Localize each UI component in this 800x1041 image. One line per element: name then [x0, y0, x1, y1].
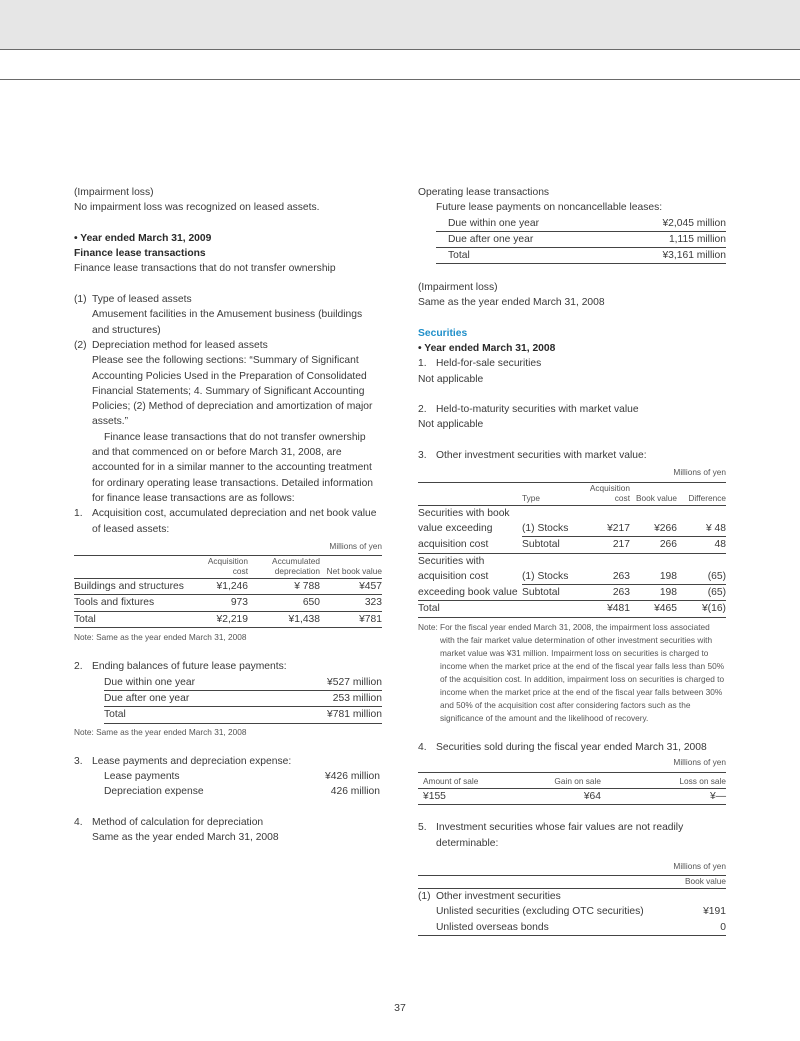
section-title: Held-for-sale securities: [436, 358, 542, 370]
cell: ¥—: [709, 790, 726, 802]
table-row: [418, 569, 726, 585]
section-text: Not applicable: [418, 373, 484, 385]
cell: (1) Stocks: [522, 569, 578, 585]
col-header: Loss on sale: [679, 775, 726, 786]
cell: 263: [578, 569, 630, 585]
col-header: Acquisition cost: [589, 482, 630, 503]
group-label: Other investment securities: [436, 891, 561, 903]
page-number: 37: [394, 1002, 406, 1014]
group-label: Securities with book: [418, 507, 510, 519]
operating-lease-table: [436, 216, 726, 265]
group-label: acquisition cost: [418, 538, 489, 550]
section-2: [74, 659, 382, 674]
section-title: Lease payments and depreciation expense:: [92, 755, 292, 767]
table-row: [436, 216, 726, 232]
row-label: Tools and fixtures: [74, 597, 155, 609]
row-label: Total: [448, 250, 470, 262]
securities-item-5: [418, 820, 726, 851]
impairment-text: No impairment loss was recognized on leased assets.: [74, 202, 320, 214]
cell: Subtotal: [522, 539, 560, 551]
row-label: Total: [418, 603, 440, 615]
col-header: Book value: [684, 876, 726, 887]
table-total-row: [74, 611, 382, 627]
cell: ¥266: [630, 521, 677, 537]
table-row: [418, 904, 726, 919]
group-number: (1): [418, 891, 431, 903]
row-label: Total: [104, 709, 126, 721]
section-title: Method of calculation for depreciation: [92, 816, 264, 828]
col-header: Gain on sale: [554, 775, 601, 786]
table-row: [418, 505, 726, 521]
item-number: (1): [74, 294, 87, 306]
section-4: [74, 815, 382, 846]
impairment-heading: (Impairment loss): [418, 281, 498, 293]
table-row: [418, 537, 726, 553]
securities-item-4: [418, 740, 726, 755]
table-total-row: [104, 707, 382, 723]
cell: 48: [714, 539, 726, 551]
col-header: Accumulated depreciation: [272, 556, 320, 577]
cell: ¥481: [607, 603, 630, 615]
right-column: [418, 185, 726, 936]
table-note: Note: Same as the year ended March 31, 2008: [74, 726, 247, 737]
item-number: (2): [74, 339, 87, 351]
cell: ¥3,161 million: [662, 250, 726, 262]
cell: ¥ 48: [677, 521, 726, 537]
group-label: exceeding book value: [418, 586, 518, 598]
fair-value-table: [418, 875, 726, 936]
year-heading: • Year ended March 31, 2008: [418, 342, 556, 354]
operating-heading: Operating lease transactions: [418, 187, 550, 198]
table-note: [418, 621, 726, 725]
section-number: 1.: [418, 358, 427, 370]
row-label: Due within one year: [104, 676, 196, 688]
row-label: Depreciation expense: [104, 786, 204, 798]
cell: ¥465: [654, 603, 677, 615]
securities-item-2: [418, 402, 726, 417]
header-band: [0, 0, 800, 50]
col-header: Acquisition cost: [207, 556, 248, 577]
table-note: Note: Same as the year ended March 31, 2008: [74, 632, 247, 643]
table-row: [74, 595, 382, 611]
col-header: [74, 556, 192, 579]
group-label: value exceeding: [418, 523, 493, 535]
cell: Subtotal: [522, 587, 560, 599]
table-row: [418, 889, 726, 905]
row-label: Unlisted overseas bonds: [436, 921, 549, 933]
section-title: Securities sold during the fiscal year ended March 31, 2008: [436, 742, 707, 754]
group-label: acquisition cost: [418, 571, 489, 583]
row-label: Unlisted securities (excluding OTC securities): [436, 906, 644, 918]
col-header: Net book value: [326, 566, 382, 577]
cell: ¥1,438: [288, 613, 320, 625]
cell: 217: [612, 539, 630, 551]
col-header: Type: [522, 492, 540, 503]
cell: 253 million: [332, 692, 382, 704]
lease-balances-table: [104, 675, 382, 724]
table-row: [418, 521, 726, 537]
section-title: Ending balances of future lease payments:: [92, 661, 287, 673]
section-number: 5.: [418, 822, 427, 834]
section-title: Acquisition cost, accumulated depreciation and net book value of leased assets:: [92, 508, 377, 535]
section-number: 3.: [418, 450, 427, 462]
cell: ¥191: [703, 906, 726, 918]
note-text: For the fiscal year ended March 31, 2008, the impairment loss associated with the fair market value determination of other investment securities with market value was ¥31 million. Impairment loss on securities is charged to income when the market price at the end of the fiscal year falls less than 50% of the acquisition cost. In addition, impairment loss on securities is charged to income when the market price at the end of the fiscal year falls between 30% and 50% of the acquisition cost after considering factors such as the significance of the amount and the likelihood of recovery.: [440, 621, 725, 723]
section-1: [74, 506, 382, 537]
table-row: [418, 788, 726, 804]
cell: ¥781 million: [327, 709, 382, 721]
cell: 1,115 million: [668, 233, 726, 245]
note-label: Note:: [418, 621, 438, 632]
cell: (1) Stocks: [522, 521, 578, 537]
cell: 973: [230, 597, 248, 609]
cell: ¥2,045 million: [662, 217, 726, 229]
section-number: 3.: [74, 755, 83, 767]
cell: ¥64: [583, 790, 601, 802]
operating-subheading: Future lease payments on noncancellable leases:: [436, 202, 663, 214]
section-number: 1.: [74, 508, 83, 520]
cell: ¥ 788: [294, 581, 320, 593]
cell: (65): [707, 587, 726, 599]
cell: 426 million: [330, 786, 380, 798]
year-heading: • Year ended March 31, 2009: [74, 232, 212, 244]
cell: ¥457: [359, 581, 382, 593]
item-1: [74, 292, 382, 338]
impairment-text: Same as the year ended March 31, 2008: [418, 297, 605, 309]
securities-item-1: [418, 356, 726, 371]
table-row: [104, 784, 380, 799]
cell: 266: [659, 539, 677, 551]
section-text: Not applicable: [418, 419, 484, 431]
cell: ¥155: [423, 790, 446, 802]
finance-subheading: Finance lease transactions that do not transfer ownership: [74, 263, 336, 275]
row-label: Due within one year: [448, 217, 540, 229]
item-text: Amusement facilities in the Amusement business (buildings and structures): [92, 309, 363, 336]
cell: ¥426 million: [325, 771, 380, 783]
cell: 323: [364, 597, 382, 609]
table-unit: Millions of yen: [673, 757, 726, 768]
section-3: [74, 754, 382, 769]
table-unit: Millions of yen: [673, 467, 726, 478]
col-header: Amount of sale: [423, 775, 479, 786]
securities-heading: Securities: [418, 327, 468, 339]
row-label: Lease payments: [104, 771, 180, 783]
securities-sold-table: [418, 772, 726, 805]
cell: 263: [612, 587, 630, 599]
section-title: Investment securities whose fair values are not readily determinable:: [436, 822, 684, 849]
col-header: [436, 876, 678, 889]
table-row: [418, 553, 726, 569]
table-row: [74, 579, 382, 595]
cell: [522, 601, 578, 617]
item-text: Please see the following sections: “Summary of Significant Accounting Policies Used in the Preparation of Consolidated Financial Statements; 4. Summary of Significant Accounting Policies; (2) Method of depreciation and amortization of major assets.”: [92, 355, 373, 428]
col-header: [418, 482, 522, 505]
col-header: [418, 876, 436, 889]
cell: ¥(16): [701, 603, 726, 615]
left-column: [74, 185, 382, 846]
header-rule: [0, 79, 800, 80]
table-row: [104, 690, 382, 706]
investment-securities-table: [418, 482, 726, 618]
item-text-2: Finance lease transactions that do not transfer ownership and that commenced on or before March 31, 2008, are accounted for in a similar manner to the accounting treatment for ordinary operating lease transactions. Detailed information for finance lease transactions are as follows:: [92, 431, 374, 504]
finance-heading: Finance lease transactions: [74, 248, 206, 260]
item-title: Depreciation method for leased assets: [92, 339, 268, 351]
section-number: 4.: [418, 742, 427, 754]
cell: ¥527 million: [327, 676, 382, 688]
item-title: Type of leased assets: [92, 294, 192, 306]
table-row: [418, 585, 726, 601]
section-title: Held-to-maturity securities with market value: [436, 404, 639, 416]
cell: ¥781: [359, 613, 382, 625]
row-label: Due after one year: [448, 233, 534, 245]
table-row: [418, 920, 726, 936]
section-number: 4.: [74, 816, 83, 828]
col-header: Difference: [688, 492, 726, 503]
cell: ¥1,246: [216, 581, 248, 593]
group-label: Securities with: [418, 555, 485, 567]
table-total-row: [418, 601, 726, 617]
section-title: Other investment securities with market value:: [436, 450, 647, 462]
cell: 198: [659, 587, 677, 599]
row-label: Due after one year: [104, 692, 190, 704]
cell: 0: [720, 921, 726, 933]
table-unit: Millions of yen: [329, 540, 382, 551]
col-header: Book value: [635, 492, 677, 503]
table-unit: Millions of yen: [673, 860, 726, 871]
section-number: 2.: [74, 661, 83, 673]
section-text: Same as the year ended March 31, 2008: [92, 832, 279, 844]
cell: 650: [302, 597, 320, 609]
section-number: 2.: [418, 404, 427, 416]
row-label: Total: [74, 613, 96, 625]
row-label: Buildings and structures: [74, 581, 184, 593]
cell: ¥2,219: [216, 613, 248, 625]
table-row: [436, 231, 726, 247]
impairment-heading: (Impairment loss): [74, 187, 154, 198]
cell: 198: [630, 569, 677, 585]
cell: (65): [677, 569, 726, 585]
table-row: [104, 769, 380, 784]
securities-item-3: [418, 448, 726, 463]
table-total-row: [436, 248, 726, 264]
item-2: [74, 338, 382, 506]
lease-payments-table: [104, 769, 380, 800]
leased-assets-table: [74, 555, 382, 628]
table-row: [104, 675, 382, 691]
cell: ¥217: [578, 521, 630, 537]
